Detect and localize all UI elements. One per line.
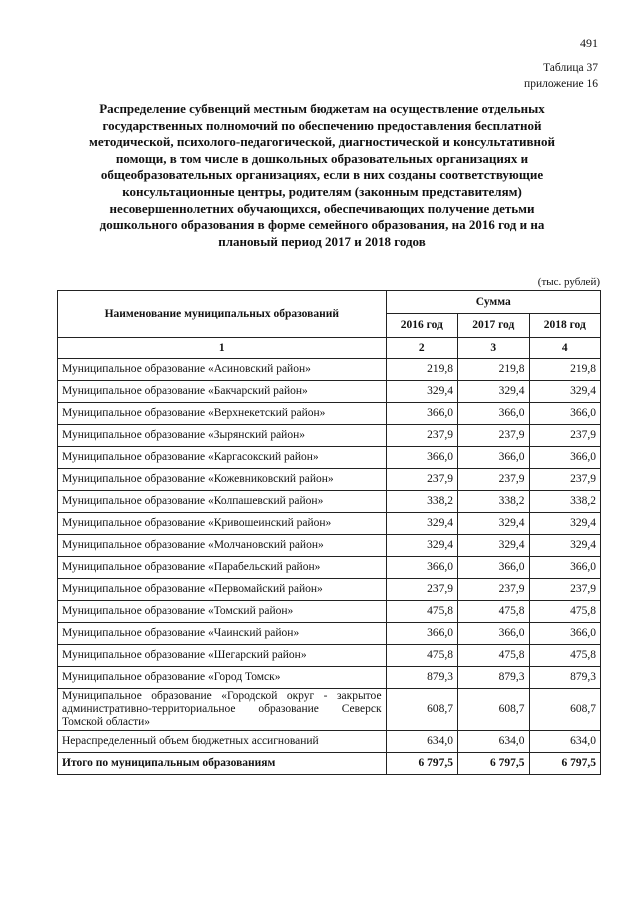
document-title: Распределение субвенций местным бюджетам на осуществление отдельных государственных полномочий по обеспечению предоставления бесплатной методической, психолого-педагогической, диагностической и консультативной помощи, в том числе в дошкольных образовательных организациях и общеобразовательных организациях, если в них созданы соответствующие консультационные центры, родителям (законным представителям) несовершеннолетних обучающихся, обеспечивающих получение детьми дошкольного образования в форме семейного образования, на 2016 год и на плановый период 2017 и 2018 годов — [89, 101, 555, 249]
amount-2018: 634,0 — [529, 731, 601, 753]
amount-2017: 366,0 — [458, 403, 529, 425]
amount-2018: 366,0 — [529, 623, 601, 645]
municipality-name: Муниципальное образование «Каргасокский район» — [58, 447, 387, 469]
amount-2016: 329,4 — [386, 535, 457, 557]
header-sum: Сумма — [386, 291, 600, 314]
amount-2017: 366,0 — [458, 447, 529, 469]
amount-2017: 237,9 — [458, 469, 529, 491]
column-number-1: 1 — [58, 338, 387, 359]
units-label: (тыс. рублей) — [537, 276, 600, 288]
amount-2018: 366,0 — [529, 557, 601, 579]
amount-2018: 366,0 — [529, 403, 601, 425]
amount-2016: 338,2 — [386, 491, 457, 513]
municipality-name: Муниципальное образование «Бакчарский район» — [58, 381, 387, 403]
column-number-2: 2 — [386, 338, 457, 359]
municipality-name: Муниципальное образование «Чаинский район» — [58, 623, 387, 645]
table-row — [58, 731, 601, 753]
amount-2016: 237,9 — [386, 469, 457, 491]
amount-2016: 879,3 — [386, 667, 457, 689]
table-row — [58, 447, 601, 469]
table-row — [58, 623, 601, 645]
page-number: 491 — [580, 36, 598, 50]
amount-2018: 366,0 — [529, 447, 601, 469]
municipality-name: Нераспределенный объем бюджетных ассигнований — [58, 731, 387, 753]
amount-2018: 219,8 — [529, 359, 601, 381]
header-municipality: Наименование муниципальных образований — [58, 291, 387, 338]
table-row — [58, 491, 601, 513]
amount-2017: 879,3 — [458, 667, 529, 689]
amount-2017: 329,4 — [458, 381, 529, 403]
header-year-2017: 2017 год — [458, 314, 529, 338]
amount-2016: 6 797,5 — [386, 753, 457, 775]
amount-2016: 329,4 — [386, 513, 457, 535]
table-row — [58, 645, 601, 667]
header-year-2016: 2016 год — [386, 314, 457, 338]
amount-2018: 237,9 — [529, 425, 601, 447]
municipality-name: Муниципальное образование «Первомайский район» — [58, 579, 387, 601]
amount-2017: 329,4 — [458, 535, 529, 557]
amount-2017: 6 797,5 — [458, 753, 529, 775]
table-row — [58, 469, 601, 491]
municipality-name: Муниципальное образование «Городской округ - закрытое административно-территориальное образование Северск Томской области» — [58, 689, 387, 731]
table-number: Таблица 37 — [543, 62, 598, 74]
municipality-name: Муниципальное образование «Парабельский район» — [58, 557, 387, 579]
amount-2018: 329,4 — [529, 381, 601, 403]
amount-2016: 366,0 — [386, 403, 457, 425]
amount-2016: 634,0 — [386, 731, 457, 753]
table-row — [58, 403, 601, 425]
amount-2018: 608,7 — [529, 689, 601, 731]
table-row — [58, 535, 601, 557]
table-row — [58, 579, 601, 601]
table-row — [58, 513, 601, 535]
column-number-3: 3 — [458, 338, 529, 359]
amount-2016: 237,9 — [386, 579, 457, 601]
amount-2018: 237,9 — [529, 469, 601, 491]
municipality-name: Муниципальное образование «Колпашевский район» — [58, 491, 387, 513]
amount-2017: 634,0 — [458, 731, 529, 753]
amount-2018: 338,2 — [529, 491, 601, 513]
amount-2017: 219,8 — [458, 359, 529, 381]
table-row — [58, 557, 601, 579]
amount-2016: 475,8 — [386, 645, 457, 667]
table-row — [58, 359, 601, 381]
amount-2016: 237,9 — [386, 425, 457, 447]
appendix-number: приложение 16 — [524, 78, 598, 90]
amount-2016: 219,8 — [386, 359, 457, 381]
amount-2018: 879,3 — [529, 667, 601, 689]
municipality-name: Итого по муниципальным образованиям — [58, 753, 387, 775]
municipality-name: Муниципальное образование «Кожевниковский район» — [58, 469, 387, 491]
municipality-name: Муниципальное образование «Молчановский район» — [58, 535, 387, 557]
municipality-name: Муниципальное образование «Зырянский район» — [58, 425, 387, 447]
amount-2017: 608,7 — [458, 689, 529, 731]
amount-2016: 366,0 — [386, 447, 457, 469]
amount-2016: 475,8 — [386, 601, 457, 623]
table-row — [58, 425, 601, 447]
amount-2017: 329,4 — [458, 513, 529, 535]
amount-2016: 366,0 — [386, 557, 457, 579]
total-row — [58, 753, 601, 775]
municipality-name: Муниципальное образование «Томский район» — [58, 601, 387, 623]
amount-2018: 475,8 — [529, 601, 601, 623]
amount-2018: 475,8 — [529, 645, 601, 667]
amount-2016: 366,0 — [386, 623, 457, 645]
municipality-name: Муниципальное образование «Кривошеинский район» — [58, 513, 387, 535]
header-year-2018: 2018 год — [529, 314, 601, 338]
municipality-name: Муниципальное образование «Асиновский район» — [58, 359, 387, 381]
amount-2017: 366,0 — [458, 623, 529, 645]
amount-2018: 237,9 — [529, 579, 601, 601]
amount-2017: 475,8 — [458, 601, 529, 623]
subsidy-table — [57, 290, 601, 775]
amount-2017: 338,2 — [458, 491, 529, 513]
amount-2018: 329,4 — [529, 535, 601, 557]
table-row — [58, 667, 601, 689]
amount-2018: 6 797,5 — [529, 753, 601, 775]
table-reference — [524, 60, 598, 92]
amount-2017: 475,8 — [458, 645, 529, 667]
table-row — [58, 689, 601, 731]
amount-2017: 366,0 — [458, 557, 529, 579]
table-body — [58, 359, 601, 775]
amount-2016: 608,7 — [386, 689, 457, 731]
amount-2018: 329,4 — [529, 513, 601, 535]
amount-2016: 329,4 — [386, 381, 457, 403]
amount-2017: 237,9 — [458, 425, 529, 447]
municipality-name: Муниципальное образование «Шегарский район» — [58, 645, 387, 667]
municipality-name: Муниципальное образование «Верхнекетский район» — [58, 403, 387, 425]
municipality-name: Муниципальное образование «Город Томск» — [58, 667, 387, 689]
table-row — [58, 381, 601, 403]
amount-2017: 237,9 — [458, 579, 529, 601]
table-row — [58, 601, 601, 623]
column-number-4: 4 — [529, 338, 601, 359]
